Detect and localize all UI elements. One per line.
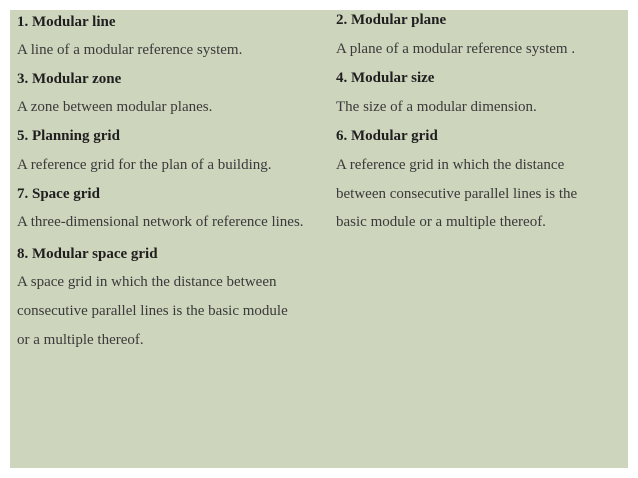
- definition-planning-grid: A reference grid for the plan of a building.: [17, 157, 272, 173]
- definition-space-grid: A three-dimensional network of reference lines.: [17, 214, 304, 230]
- term-planning-grid: 5. Planning grid: [17, 128, 120, 144]
- definition-modular-grid-line-1: A reference grid in which the distance: [336, 157, 565, 173]
- definition-modular-space-grid-line-1: A space grid in which the distance between: [17, 274, 277, 290]
- term-modular-zone: 3. Modular zone: [17, 71, 122, 87]
- definition-modular-size: The size of a modular dimension.: [336, 99, 537, 115]
- definition-modular-zone: A zone between modular planes.: [17, 99, 213, 115]
- definition-modular-space-grid-line-2: consecutive parallel lines is the basic module: [17, 303, 288, 319]
- definition-modular-grid-line-2: between consecutive parallel lines is the: [336, 186, 578, 202]
- term-space-grid: 7. Space grid: [17, 186, 100, 202]
- slide: [10, 10, 628, 468]
- term-modular-space-grid: 8. Modular space grid: [17, 246, 158, 262]
- term-modular-plane: 2. Modular plane: [336, 12, 447, 28]
- definition-modular-plane: A plane of a modular reference system .: [336, 41, 576, 57]
- term-modular-size: 4. Modular size: [336, 70, 435, 86]
- term-modular-line: 1. Modular line: [17, 14, 116, 30]
- definition-modular-line: A line of a modular reference system.: [17, 42, 243, 58]
- term-modular-grid: 6. Modular grid: [336, 128, 438, 144]
- definition-modular-space-grid-line-3: or a multiple thereof.: [17, 332, 144, 348]
- definition-modular-grid-line-3: basic module or a multiple thereof.: [336, 214, 546, 230]
